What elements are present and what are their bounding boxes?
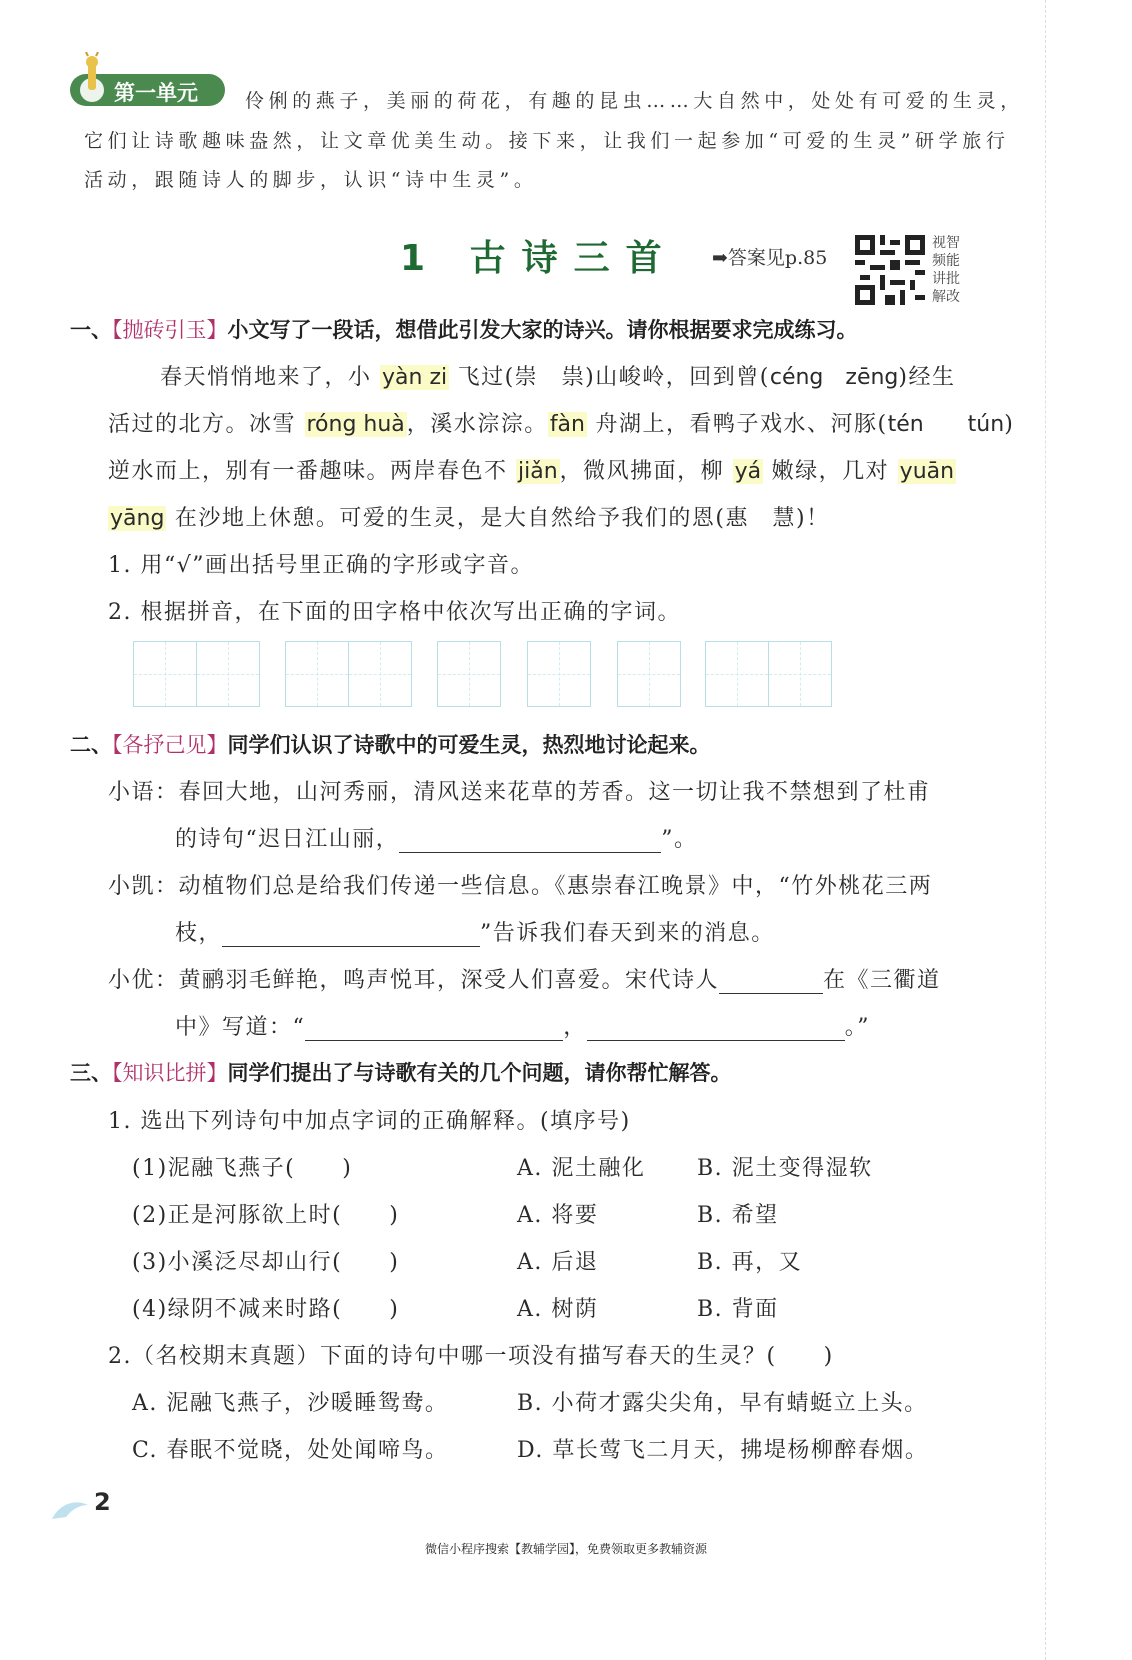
pinyin-choice: céng zēng <box>769 365 899 390</box>
writing-grid-2[interactable] <box>285 641 412 707</box>
item-stem: (4)绿阴不减来时路( ) <box>132 1297 400 1322</box>
paragraph-line <box>108 454 956 485</box>
section3-heading <box>70 1057 732 1087</box>
xiaoyu-line: 小语：春回大地，山河秀丽，清风送来花草的芳香。这一切让我不禁想到了杜甫 <box>108 780 931 805</box>
section-number: 二、 <box>70 733 112 757</box>
paragraph-text: 活过的北方。冰雪 <box>108 412 305 437</box>
qr-code-icon[interactable] <box>855 235 925 305</box>
option-b[interactable]: B. 背面 <box>697 1297 779 1322</box>
section-tag: 【抛砖引玉】 <box>112 318 228 342</box>
text: 。” <box>844 1015 871 1040</box>
dolphin-icon <box>50 1495 90 1525</box>
option-c[interactable]: C. 春眠不觉晓，处处闻啼鸟。 <box>132 1438 449 1463</box>
text: ”告诉我们春天到来的消息。 <box>480 921 775 946</box>
option-b[interactable]: B. 泥土变得湿软 <box>697 1156 873 1181</box>
paragraph-text: ，微风拂面，柳 <box>559 459 733 484</box>
lesson-title: 1 古诗三首 <box>400 238 678 279</box>
option-a[interactable]: A. 树荫 <box>517 1297 599 1322</box>
paragraph-line <box>160 360 955 391</box>
option-a[interactable]: A. 后退 <box>517 1250 599 1275</box>
option-b[interactable]: B. 再，又 <box>697 1250 803 1275</box>
unit-intro-line: 活动，跟随诗人的脚步，认识“诗中生灵”。 <box>84 169 538 191</box>
question-2: 2. 根据拼音，在下面的田字格中依次写出正确的字词。 <box>108 600 681 625</box>
option-a[interactable]: A. 泥土融化 <box>517 1156 646 1181</box>
paragraph-text: ，溪水淙淙。 <box>406 412 548 437</box>
text: ”。 <box>661 827 698 852</box>
paragraph-text: 在沙地上休憩。可爱的生灵，是大自然给予我们的恩(惠 慧)！ <box>166 506 830 531</box>
text: ， <box>563 1015 587 1040</box>
option-b[interactable]: B. 小荷才露尖尖角，早有蜻蜓立上头。 <box>517 1391 928 1416</box>
answer-blank[interactable] <box>222 924 480 947</box>
text: 在《三衢道 <box>823 968 941 993</box>
section-heading-text: 小文写了一段话，想借此引发大家的诗兴。请你根据要求完成练习。 <box>227 318 858 342</box>
pinyin-prompt: jiǎn <box>518 459 558 484</box>
text: 的诗句“迟日江山丽， <box>175 827 400 852</box>
paragraph-text: 逆水而上，别有一番趣味。两岸春色不 <box>108 459 516 484</box>
option-b[interactable]: B. 希望 <box>697 1203 779 1228</box>
page-number: 2 <box>94 1488 111 1516</box>
text: 小优：黄鹂羽毛鲜艳，鸣声悦耳，深受人们喜爱。宋代诗人 <box>108 968 720 993</box>
text: 枝， <box>175 921 223 946</box>
pinyin-prompt: yàn zi <box>382 365 448 390</box>
pinyin-choice: tén tún <box>887 412 1005 437</box>
paragraph-text: 春天悄悄地来了，小 <box>160 365 380 390</box>
section1-heading <box>70 314 858 344</box>
answer-blank[interactable] <box>587 1018 845 1041</box>
option-d[interactable]: D. 草长莺飞二月天，拂堤杨柳醉春烟。 <box>517 1438 929 1463</box>
item-stem: (1)泥融飞燕子( ) <box>132 1156 353 1181</box>
paragraph-text: 嫩绿，几对 <box>763 459 898 484</box>
question-2: 2.（名校期末真题）下面的诗句中哪一项没有描写春天的生灵？( ) <box>108 1344 834 1369</box>
answer-blank[interactable] <box>305 1018 563 1041</box>
section-heading-text: 同学们提出了与诗歌有关的几个问题，请你帮忙解答。 <box>227 1061 732 1085</box>
option-a[interactable]: A. 将要 <box>517 1203 599 1228</box>
qr-caption: 视智频能讲批解改 <box>932 235 960 305</box>
paragraph-text: )经生 <box>898 365 956 390</box>
unit-badge-label: 第一单元 <box>114 81 198 105</box>
xiaoyou-line <box>108 963 941 994</box>
xiaoyou-line-2 <box>175 1010 870 1041</box>
writing-grid-2[interactable] <box>705 641 832 707</box>
unit-intro-line: 它们让诗歌趣味盎然，让文章优美生动。接下来，让我们一起参加“可爱的生灵”研学旅行 <box>84 130 1010 152</box>
pinyin-prompt: fàn <box>549 412 585 437</box>
paragraph-text: ) <box>1004 412 1015 437</box>
item-stem: (3)小溪泛尽却山行( ) <box>132 1250 400 1275</box>
writing-grid-2[interactable] <box>133 641 260 707</box>
item-stem: (2)正是河豚欲上时( ) <box>132 1203 400 1228</box>
pinyin-prompt: yāng <box>110 506 165 531</box>
pinyin-prompt: róng huà <box>306 412 405 437</box>
text: 中》写道：“ <box>175 1015 306 1040</box>
answer-reference: ➡答案见p.85 <box>712 247 828 269</box>
writing-grid-1[interactable] <box>527 641 591 707</box>
xiaokai-line: 小凯：动植物们总是给我们传递一些信息。《惠崇春江晚景》中，“竹外桃花三两 <box>108 874 933 899</box>
section-number: 一、 <box>70 318 112 342</box>
paragraph-text: 飞过(崇 祟)山峻岭，回到曾( <box>449 365 770 390</box>
pinyin-prompt: yuān <box>899 459 955 484</box>
page-edge-rule <box>1045 0 1046 1660</box>
unit-badge <box>70 74 225 106</box>
answer-blank[interactable] <box>719 971 823 994</box>
option-a[interactable]: A. 泥融飞燕子，沙暖睡鸳鸯。 <box>132 1391 449 1416</box>
footer-note: 微信小程序搜索【教辅学园】，免费领取更多教辅资源 <box>424 1542 707 1556</box>
paragraph-text: 舟湖上，看鸭子戏水、河豚( <box>586 412 888 437</box>
writing-grid-1[interactable] <box>617 641 681 707</box>
xiaokai-line-2 <box>175 916 775 947</box>
section-number: 三、 <box>70 1061 112 1085</box>
giraffe-icon <box>78 52 106 104</box>
section-tag: 【知识比拼】 <box>112 1061 228 1085</box>
unit-intro-line: 伶俐的燕子，美丽的荷花，有趣的昆虫……大自然中，处处有可爱的生灵， <box>245 90 1024 112</box>
section2-heading <box>70 729 711 759</box>
paragraph-line <box>108 501 830 532</box>
question-1: 1. 用“√”画出括号里正确的字形或字音。 <box>108 553 534 578</box>
paragraph-line <box>108 407 1014 438</box>
xiaoyu-line-2 <box>175 822 698 853</box>
section-heading-text: 同学们认识了诗歌中的可爱生灵，热烈地讨论起来。 <box>227 733 711 757</box>
section-tag: 【各抒己见】 <box>112 733 228 757</box>
pinyin-prompt: yá <box>734 459 762 484</box>
writing-grid-1[interactable] <box>437 641 501 707</box>
answer-blank[interactable] <box>399 830 661 853</box>
question-1: 1. 选出下列诗句中加点字词的正确解释。(填序号) <box>108 1109 631 1134</box>
